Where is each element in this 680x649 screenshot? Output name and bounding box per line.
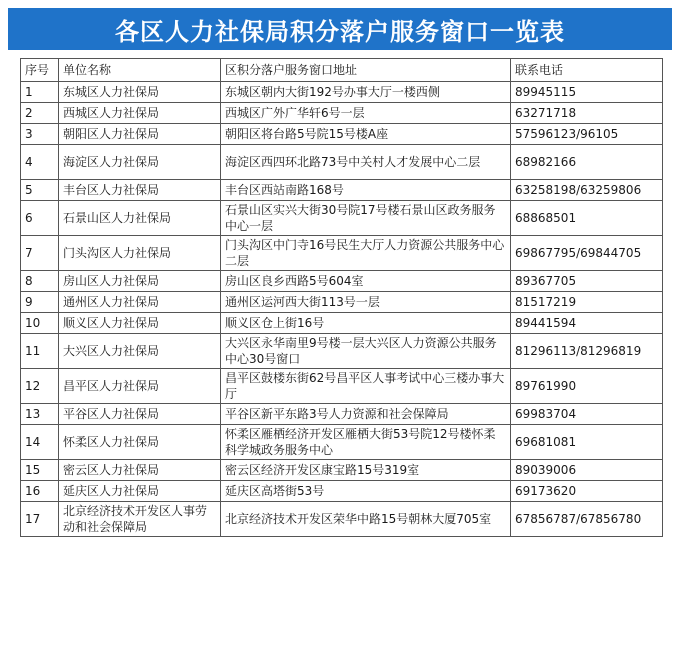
table-row	[21, 124, 663, 145]
row-unit: 通州区人力社保局	[59, 292, 221, 313]
header-phone: 联系电话	[511, 59, 663, 82]
table-row	[21, 502, 663, 537]
table-row	[21, 313, 663, 334]
row-unit: 丰台区人力社保局	[59, 180, 221, 201]
table-row	[21, 271, 663, 292]
row-unit: 房山区人力社保局	[59, 271, 221, 292]
header-unit: 单位名称	[59, 59, 221, 82]
row-unit: 顺义区人力社保局	[59, 313, 221, 334]
row-unit: 平谷区人力社保局	[59, 404, 221, 425]
row-phone: 89945115	[511, 82, 663, 103]
row-phone: 81296113/81296819	[511, 334, 663, 369]
row-no: 15	[21, 460, 59, 481]
table-row	[21, 460, 663, 481]
row-no: 1	[21, 82, 59, 103]
row-address: 大兴区永华南里9号楼一层大兴区人力资源公共服务中心30号窗口	[221, 334, 511, 369]
row-no: 14	[21, 425, 59, 460]
row-unit: 昌平区人力社保局	[59, 369, 221, 404]
row-address: 石景山区实兴大街30号院17号楼石景山区政务服务中心一层	[221, 201, 511, 236]
row-no: 10	[21, 313, 59, 334]
table-row	[21, 425, 663, 460]
row-address: 通州区运河西大街113号一层	[221, 292, 511, 313]
row-address: 平谷区新平东路3号人力资源和社会保障局	[221, 404, 511, 425]
table-row	[21, 145, 663, 180]
header-address: 区积分落户服务窗口地址	[221, 59, 511, 82]
row-no: 8	[21, 271, 59, 292]
service-window-table	[20, 58, 663, 537]
table-row	[21, 369, 663, 404]
row-no: 3	[21, 124, 59, 145]
row-phone: 89367705	[511, 271, 663, 292]
table-row	[21, 481, 663, 502]
row-unit: 大兴区人力社保局	[59, 334, 221, 369]
row-no: 16	[21, 481, 59, 502]
row-unit: 海淀区人力社保局	[59, 145, 221, 180]
row-address: 延庆区高塔街53号	[221, 481, 511, 502]
row-unit: 门头沟区人力社保局	[59, 236, 221, 271]
row-phone: 63271718	[511, 103, 663, 124]
row-no: 11	[21, 334, 59, 369]
row-phone: 68982166	[511, 145, 663, 180]
row-address: 昌平区鼓楼东街62号昌平区人事考试中心三楼办事大厅	[221, 369, 511, 404]
row-address: 密云区经济开发区康宝路15号319室	[221, 460, 511, 481]
table-row	[21, 201, 663, 236]
row-phone: 69681081	[511, 425, 663, 460]
row-address: 西城区广外广华轩6号一层	[221, 103, 511, 124]
row-no: 12	[21, 369, 59, 404]
table-header-row	[21, 59, 663, 82]
row-phone: 81517219	[511, 292, 663, 313]
row-address: 东城区朝内大街192号办事大厅一楼西侧	[221, 82, 511, 103]
table-row	[21, 334, 663, 369]
table-row	[21, 236, 663, 271]
row-no: 7	[21, 236, 59, 271]
row-unit: 延庆区人力社保局	[59, 481, 221, 502]
row-phone: 57596123/96105	[511, 124, 663, 145]
title-banner	[8, 8, 672, 50]
row-unit: 北京经济技术开发区人事劳动和社会保障局	[59, 502, 221, 537]
row-unit: 石景山区人力社保局	[59, 201, 221, 236]
row-phone: 69173620	[511, 481, 663, 502]
row-address: 顺义区仓上街16号	[221, 313, 511, 334]
row-no: 9	[21, 292, 59, 313]
table-row	[21, 82, 663, 103]
row-unit: 怀柔区人力社保局	[59, 425, 221, 460]
row-unit: 朝阳区人力社保局	[59, 124, 221, 145]
row-unit: 密云区人力社保局	[59, 460, 221, 481]
row-no: 13	[21, 404, 59, 425]
header-no: 序号	[21, 59, 59, 82]
row-unit: 东城区人力社保局	[59, 82, 221, 103]
row-no: 6	[21, 201, 59, 236]
row-no: 17	[21, 502, 59, 537]
table-row	[21, 404, 663, 425]
row-address: 北京经济技术开发区荣华中路15号朝林大厦705室	[221, 502, 511, 537]
row-phone: 68868501	[511, 201, 663, 236]
row-no: 5	[21, 180, 59, 201]
row-address: 房山区良乡西路5号604室	[221, 271, 511, 292]
table-row	[21, 103, 663, 124]
row-phone: 63258198/63259806	[511, 180, 663, 201]
row-phone: 67856787/67856780	[511, 502, 663, 537]
page-title: 各区人力社保局积分落户服务窗口一览表	[115, 17, 565, 46]
row-phone: 89039006	[511, 460, 663, 481]
row-address: 怀柔区雁栖经济开发区雁栖大街53号院12号楼怀柔科学城政务服务中心	[221, 425, 511, 460]
row-address: 门头沟区中门寺16号民生大厅人力资源公共服务中心二层	[221, 236, 511, 271]
table-row	[21, 180, 663, 201]
row-address: 海淀区西四环北路73号中关村人才发展中心二层	[221, 145, 511, 180]
row-address: 朝阳区将台路5号院15号楼A座	[221, 124, 511, 145]
row-no: 4	[21, 145, 59, 180]
row-phone: 89761990	[511, 369, 663, 404]
row-phone: 89441594	[511, 313, 663, 334]
row-phone: 69867795/69844705	[511, 236, 663, 271]
table-row	[21, 292, 663, 313]
row-no: 2	[21, 103, 59, 124]
row-unit: 西城区人力社保局	[59, 103, 221, 124]
row-phone: 69983704	[511, 404, 663, 425]
row-address: 丰台区西站南路168号	[221, 180, 511, 201]
